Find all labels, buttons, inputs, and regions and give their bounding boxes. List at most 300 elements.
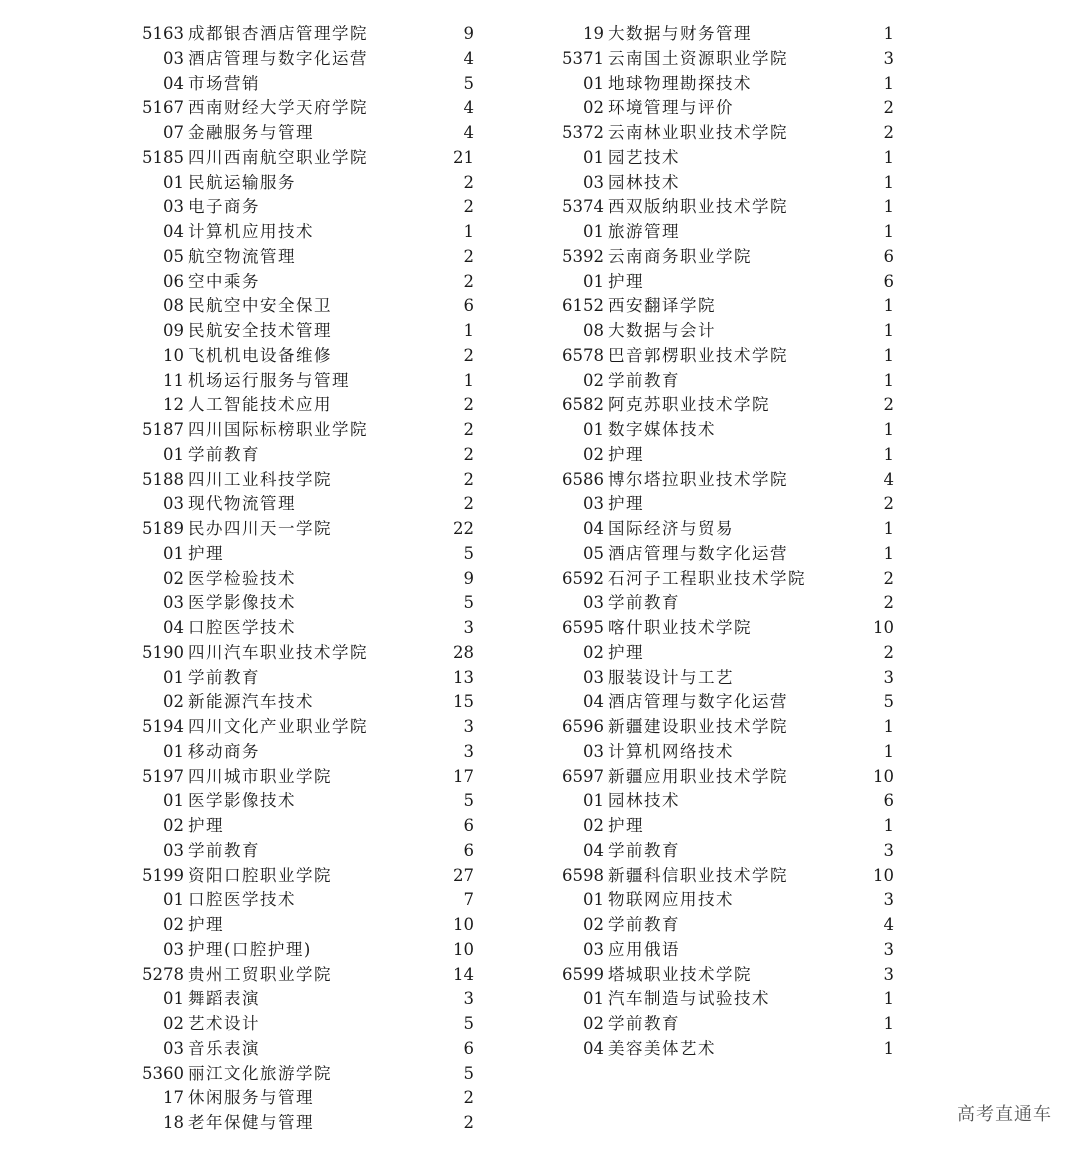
item-code: 5360 — [142, 1063, 184, 1083]
item-code: 02 — [163, 1014, 184, 1033]
item-code: 02 — [163, 692, 184, 712]
item-name: 四川城市职业学院 — [188, 766, 332, 786]
list-item — [140, 715, 480, 740]
item-code: 6592 — [562, 568, 604, 588]
item-name: 石河子工程职业技术学院 — [608, 568, 806, 588]
item-name: 民航安全技术管理 — [188, 321, 332, 340]
item-code: 6598 — [562, 865, 604, 885]
item-count: 2 — [463, 395, 474, 415]
item-code: 04 — [583, 1038, 604, 1058]
item-count: 2 — [883, 494, 894, 514]
item-name: 学前教育 — [608, 593, 680, 613]
item-name: 金融服务与管理 — [188, 123, 314, 142]
item-name: 休闲服务与管理 — [188, 1088, 314, 1108]
item-name: 新能源汽车技术 — [188, 692, 314, 712]
item-count: 1 — [883, 222, 894, 241]
item-code: 01 — [163, 890, 184, 910]
item-count: 5 — [463, 791, 474, 811]
item-count: 1 — [883, 296, 894, 316]
item-count: 10 — [873, 618, 894, 637]
item-count: 4 — [883, 469, 894, 489]
item-code: 02 — [163, 915, 184, 934]
item-count: 3 — [883, 964, 894, 984]
item-count: 4 — [463, 123, 474, 142]
left-column-list — [140, 22, 480, 1136]
item-code: 12 — [163, 395, 184, 415]
list-item — [560, 987, 900, 1012]
list-item — [140, 319, 480, 344]
item-count: 3 — [883, 890, 894, 910]
item-name: 护理 — [608, 444, 644, 464]
item-name: 学前教育 — [188, 444, 260, 464]
list-item — [560, 542, 900, 567]
item-count: 5 — [463, 543, 474, 563]
item-name: 机场运行服务与管理 — [188, 370, 350, 390]
item-code: 6578 — [562, 345, 604, 365]
item-code: 5187 — [142, 420, 184, 439]
item-code: 02 — [583, 642, 604, 662]
item-name: 汽车制造与试验技术 — [608, 989, 770, 1009]
item-name: 西安翻译学院 — [608, 296, 716, 316]
item-name: 大数据与财务管理 — [608, 24, 752, 43]
item-name: 资阳口腔职业学院 — [188, 865, 332, 885]
item-code: 5197 — [142, 766, 184, 786]
list-item — [560, 47, 900, 72]
item-count: 3 — [463, 618, 474, 637]
list-item — [560, 369, 900, 394]
item-count: 21 — [453, 147, 474, 167]
list-item — [560, 393, 900, 418]
list-item — [560, 319, 900, 344]
item-name: 阿克苏职业技术学院 — [608, 395, 770, 415]
item-name: 护理 — [608, 494, 644, 514]
list-item — [140, 22, 480, 47]
item-count: 6 — [883, 246, 894, 266]
item-code: 5167 — [142, 98, 184, 118]
watermark-text: 高考直通车 — [957, 1104, 1052, 1125]
item-name: 舞蹈表演 — [188, 989, 260, 1009]
list-item — [140, 517, 480, 542]
list-item — [560, 294, 900, 319]
item-name: 民航运输服务 — [188, 172, 296, 192]
item-name: 博尔塔拉职业技术学院 — [608, 469, 788, 489]
item-name: 新疆应用职业技术学院 — [608, 766, 788, 786]
item-count: 2 — [463, 1088, 474, 1108]
item-name: 电子商务 — [188, 197, 260, 217]
item-code: 01 — [163, 791, 184, 811]
item-name: 成都银杏酒店管理学院 — [188, 24, 368, 43]
list-item — [560, 913, 900, 938]
item-name: 音乐表演 — [188, 1038, 260, 1058]
item-code: 5371 — [562, 48, 604, 68]
item-count: 1 — [883, 321, 894, 340]
list-item — [560, 220, 900, 245]
item-count: 2 — [883, 395, 894, 415]
list-item — [140, 443, 480, 468]
list-item — [140, 789, 480, 814]
item-count: 6 — [463, 840, 474, 860]
item-count: 7 — [463, 890, 474, 910]
list-item — [560, 418, 900, 443]
list-item — [560, 22, 900, 47]
item-count: 1 — [883, 197, 894, 217]
list-item — [560, 839, 900, 864]
item-name: 飞机机电设备维修 — [188, 345, 332, 365]
item-code: 6595 — [562, 618, 604, 637]
item-count: 5 — [463, 1063, 474, 1083]
item-name: 塔城职业技术学院 — [608, 964, 752, 984]
list-item — [140, 1111, 480, 1136]
item-count: 9 — [463, 568, 474, 588]
item-code: 01 — [163, 172, 184, 192]
right-column-list — [560, 22, 900, 1062]
item-name: 园林技术 — [608, 172, 680, 192]
list-item — [560, 443, 900, 468]
item-name: 学前教育 — [608, 370, 680, 390]
item-count: 5 — [883, 692, 894, 712]
item-count: 1 — [883, 73, 894, 93]
item-count: 1 — [883, 543, 894, 563]
list-item — [560, 517, 900, 542]
list-item — [140, 96, 480, 121]
item-count: 3 — [883, 939, 894, 959]
list-item — [560, 245, 900, 270]
item-count: 1 — [463, 321, 474, 340]
item-code: 03 — [163, 494, 184, 514]
item-name: 计算机应用技术 — [188, 222, 314, 241]
item-name: 酒店管理与数字化运营 — [608, 543, 788, 563]
item-name: 云南国土资源职业学院 — [608, 48, 788, 68]
item-count: 1 — [883, 816, 894, 835]
item-code: 01 — [583, 271, 604, 291]
item-count: 1 — [883, 519, 894, 538]
item-count: 1 — [883, 370, 894, 390]
item-count: 1 — [883, 444, 894, 464]
item-code: 08 — [163, 296, 184, 316]
item-count: 22 — [453, 519, 474, 538]
list-item — [560, 740, 900, 765]
item-count: 2 — [463, 345, 474, 365]
item-code: 01 — [583, 222, 604, 241]
item-count: 3 — [883, 840, 894, 860]
item-name: 口腔医学技术 — [188, 618, 296, 637]
item-count: 1 — [883, 345, 894, 365]
item-name: 云南商务职业学院 — [608, 246, 752, 266]
list-item — [560, 814, 900, 839]
item-code: 02 — [163, 568, 184, 588]
item-code: 03 — [583, 593, 604, 613]
item-code: 04 — [163, 222, 184, 241]
item-count: 2 — [463, 494, 474, 514]
item-code: 5163 — [142, 24, 184, 43]
item-count: 6 — [463, 1038, 474, 1058]
item-code: 6596 — [562, 717, 604, 736]
item-code: 5392 — [562, 246, 604, 266]
item-name: 物联网应用技术 — [608, 890, 734, 910]
item-count: 4 — [463, 98, 474, 118]
item-code: 10 — [163, 345, 184, 365]
item-code: 6599 — [562, 964, 604, 984]
list-item — [560, 641, 900, 666]
list-item — [560, 96, 900, 121]
item-count: 1 — [883, 147, 894, 167]
item-count: 3 — [883, 48, 894, 68]
item-count: 2 — [463, 444, 474, 464]
list-item — [140, 814, 480, 839]
item-count: 2 — [463, 172, 474, 192]
item-code: 04 — [163, 618, 184, 637]
item-count: 3 — [463, 989, 474, 1009]
list-item — [140, 938, 480, 963]
item-name: 喀什职业技术学院 — [608, 618, 752, 637]
item-name: 四川国际标榜职业学院 — [188, 420, 368, 439]
item-count: 10 — [453, 939, 474, 959]
item-code: 09 — [163, 321, 184, 340]
item-count: 10 — [873, 865, 894, 885]
item-code: 01 — [583, 73, 604, 93]
item-count: 3 — [463, 741, 474, 761]
item-code: 04 — [163, 73, 184, 93]
item-code: 03 — [583, 667, 604, 687]
list-item — [560, 171, 900, 196]
item-code: 02 — [583, 816, 604, 835]
item-name: 四川工业科技学院 — [188, 469, 332, 489]
item-name: 西南财经大学天府学院 — [188, 98, 368, 118]
item-count: 28 — [453, 642, 474, 662]
item-name: 数字媒体技术 — [608, 420, 716, 439]
item-code: 5190 — [142, 642, 184, 662]
item-code: 6586 — [562, 469, 604, 489]
list-item — [140, 987, 480, 1012]
item-name: 现代物流管理 — [188, 494, 296, 514]
item-name: 美容美体艺术 — [608, 1038, 716, 1058]
list-item — [140, 1062, 480, 1087]
list-item — [140, 888, 480, 913]
list-item — [560, 344, 900, 369]
item-count: 4 — [463, 48, 474, 68]
item-count: 17 — [453, 766, 474, 786]
item-code: 05 — [583, 543, 604, 563]
list-item — [560, 567, 900, 592]
item-name: 护理 — [608, 271, 644, 291]
list-item — [140, 616, 480, 641]
list-item — [140, 864, 480, 889]
item-name: 地球物理勘探技术 — [608, 73, 752, 93]
item-name: 四川文化产业职业学院 — [188, 717, 368, 736]
item-name: 护理(口腔护理) — [188, 939, 312, 959]
list-item — [140, 740, 480, 765]
item-code: 08 — [583, 321, 604, 340]
list-item — [560, 616, 900, 641]
item-name: 大数据与会计 — [608, 321, 716, 340]
item-count: 1 — [883, 172, 894, 192]
list-item — [560, 666, 900, 691]
item-name: 四川汽车职业技术学院 — [188, 642, 368, 662]
item-name: 护理 — [608, 642, 644, 662]
item-code: 03 — [583, 939, 604, 959]
list-item — [140, 146, 480, 171]
list-item — [140, 344, 480, 369]
item-count: 6 — [883, 791, 894, 811]
item-name: 酒店管理与数字化运营 — [608, 692, 788, 712]
item-code: 03 — [163, 939, 184, 959]
item-code: 01 — [163, 543, 184, 563]
item-name: 酒店管理与数字化运营 — [188, 48, 368, 68]
item-code: 07 — [163, 123, 184, 142]
list-item — [140, 492, 480, 517]
list-item — [560, 468, 900, 493]
item-name: 学前教育 — [188, 667, 260, 687]
item-name: 学前教育 — [608, 1014, 680, 1033]
list-item — [140, 1086, 480, 1111]
item-name: 医学检验技术 — [188, 568, 296, 588]
item-count: 2 — [883, 98, 894, 118]
item-code: 01 — [163, 667, 184, 687]
item-code: 5374 — [562, 197, 604, 217]
item-name: 西双版纳职业技术学院 — [608, 197, 788, 217]
list-item — [560, 888, 900, 913]
item-name: 医学影像技术 — [188, 593, 296, 613]
list-item — [560, 864, 900, 889]
item-code: 01 — [583, 791, 604, 811]
item-code: 01 — [583, 989, 604, 1009]
item-code: 03 — [583, 494, 604, 514]
item-count: 1 — [883, 24, 894, 43]
item-name: 人工智能技术应用 — [188, 395, 332, 415]
list-item — [140, 468, 480, 493]
list-item — [140, 913, 480, 938]
item-code: 02 — [163, 816, 184, 835]
list-item — [560, 938, 900, 963]
item-count: 2 — [883, 568, 894, 588]
item-code: 5189 — [142, 519, 184, 538]
item-code: 03 — [163, 48, 184, 68]
item-code: 18 — [163, 1113, 184, 1132]
item-count: 14 — [453, 964, 474, 984]
item-name: 市场营销 — [188, 73, 260, 93]
item-name: 云南林业职业技术学院 — [608, 123, 788, 142]
item-count: 13 — [453, 667, 474, 687]
list-item — [140, 839, 480, 864]
item-count: 1 — [883, 741, 894, 761]
item-count: 1 — [883, 1038, 894, 1058]
list-item — [560, 789, 900, 814]
item-name: 丽江文化旅游学院 — [188, 1063, 332, 1083]
item-count: 4 — [883, 915, 894, 934]
list-item — [140, 765, 480, 790]
item-code: 04 — [583, 519, 604, 538]
list-item — [140, 690, 480, 715]
item-name: 民航空中安全保卫 — [188, 296, 332, 316]
item-code: 06 — [163, 271, 184, 291]
item-code: 02 — [583, 370, 604, 390]
item-count: 10 — [453, 915, 474, 934]
item-count: 5 — [463, 1014, 474, 1033]
item-code: 5278 — [142, 964, 184, 984]
item-count: 2 — [463, 197, 474, 217]
list-item — [560, 765, 900, 790]
item-code: 03 — [163, 840, 184, 860]
item-code: 6597 — [562, 766, 604, 786]
list-item — [560, 72, 900, 97]
item-code: 03 — [583, 741, 604, 761]
item-name: 艺术设计 — [188, 1014, 260, 1033]
item-name: 巴音郭楞职业技术学院 — [608, 345, 788, 365]
item-count: 2 — [463, 246, 474, 266]
item-count: 2 — [463, 469, 474, 489]
list-item — [140, 641, 480, 666]
item-name: 空中乘务 — [188, 271, 260, 291]
list-item — [560, 690, 900, 715]
item-name: 民办四川天一学院 — [188, 519, 332, 538]
item-name: 医学影像技术 — [188, 791, 296, 811]
item-code: 02 — [583, 915, 604, 934]
item-code: 5372 — [562, 123, 604, 142]
item-count: 2 — [883, 642, 894, 662]
item-name: 国际经济与贸易 — [608, 519, 734, 538]
list-item — [140, 195, 480, 220]
item-code: 5185 — [142, 147, 184, 167]
item-code: 02 — [583, 98, 604, 118]
item-name: 航空物流管理 — [188, 246, 296, 266]
list-item — [140, 591, 480, 616]
item-name: 服装设计与工艺 — [608, 667, 734, 687]
item-count: 2 — [463, 1113, 474, 1132]
item-code: 04 — [583, 840, 604, 860]
item-code: 05 — [163, 246, 184, 266]
list-item — [140, 171, 480, 196]
item-name: 计算机网络技术 — [608, 741, 734, 761]
item-name: 学前教育 — [608, 840, 680, 860]
item-name: 应用俄语 — [608, 939, 680, 959]
list-item — [140, 1012, 480, 1037]
item-count: 10 — [873, 766, 894, 786]
item-code: 17 — [163, 1088, 184, 1108]
item-count: 1 — [463, 222, 474, 241]
item-count: 1 — [463, 370, 474, 390]
list-item — [140, 666, 480, 691]
list-item — [140, 369, 480, 394]
item-name: 新疆科信职业技术学院 — [608, 865, 788, 885]
list-item — [560, 195, 900, 220]
item-count: 1 — [883, 420, 894, 439]
item-count: 6 — [883, 271, 894, 291]
item-count: 5 — [463, 73, 474, 93]
item-code: 03 — [163, 1038, 184, 1058]
item-code: 5199 — [142, 865, 184, 885]
item-count: 5 — [463, 593, 474, 613]
list-item — [560, 963, 900, 988]
item-name: 护理 — [188, 915, 224, 934]
list-item — [140, 220, 480, 245]
list-item — [560, 1012, 900, 1037]
list-item — [560, 146, 900, 171]
list-item — [140, 393, 480, 418]
item-count: 3 — [463, 717, 474, 736]
item-count: 2 — [883, 593, 894, 613]
item-code: 02 — [583, 444, 604, 464]
item-name: 护理 — [608, 816, 644, 835]
list-item — [140, 418, 480, 443]
item-count: 2 — [463, 271, 474, 291]
item-name: 学前教育 — [188, 840, 260, 860]
item-code: 04 — [583, 692, 604, 712]
list-item — [140, 542, 480, 567]
item-name: 护理 — [188, 543, 224, 563]
item-code: 19 — [583, 24, 604, 43]
list-item — [140, 294, 480, 319]
item-code: 5188 — [142, 469, 184, 489]
